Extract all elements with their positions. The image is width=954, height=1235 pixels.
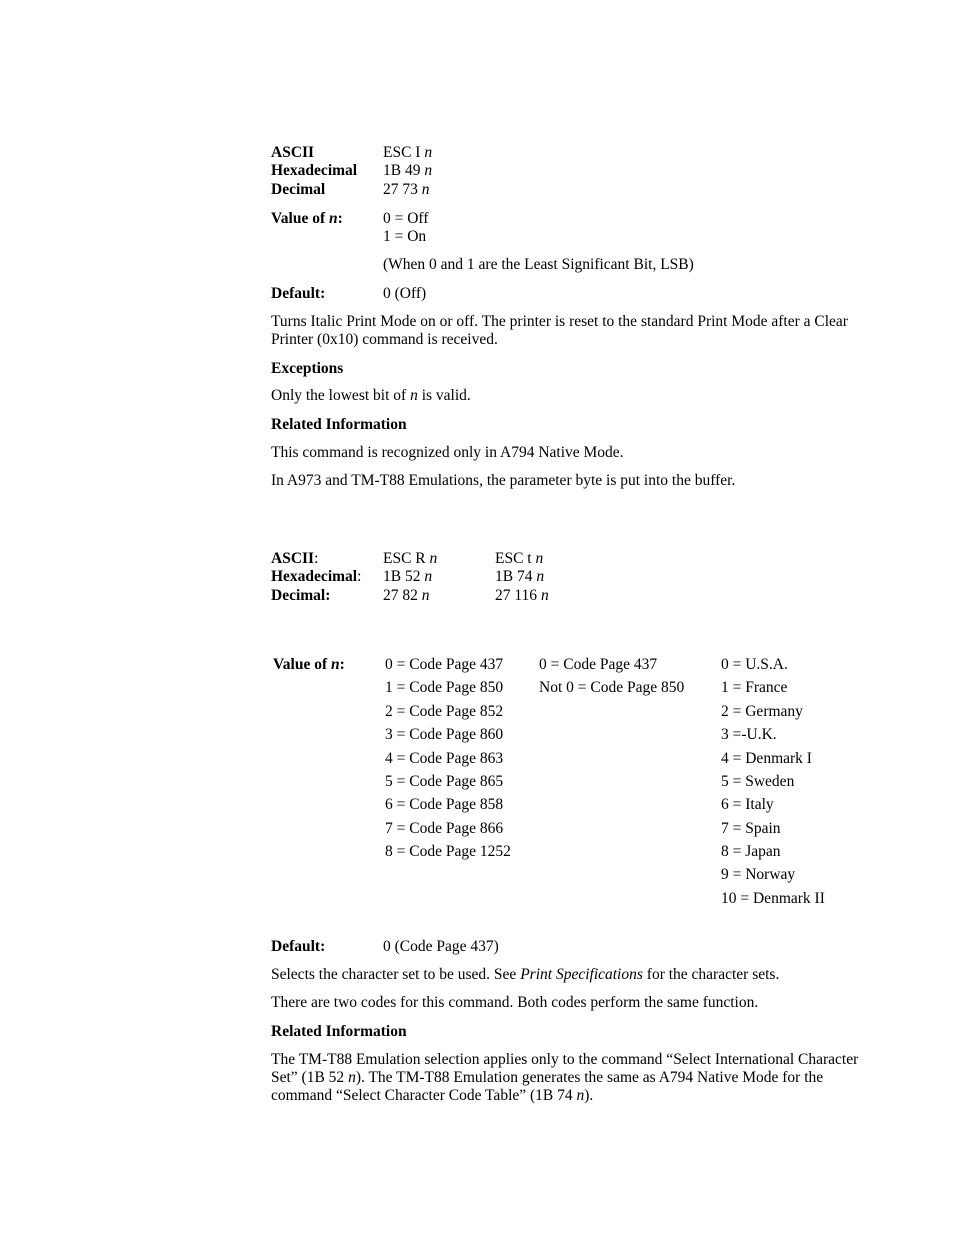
country-item: 0 = U.S.A. bbox=[721, 656, 788, 673]
s1-lsb-note: (When 0 and 1 are the Least Significant Bit, LSB) bbox=[383, 256, 694, 273]
s2-col1-hex bbox=[383, 568, 432, 586]
country-item: 10 = Denmark II bbox=[721, 890, 825, 907]
s2-col1-dec bbox=[383, 587, 430, 605]
param-n: n bbox=[424, 568, 433, 585]
s1-description: Turns Italic Print Mode on or off. The printer is reset to the standard Print Mode after a Clear Printer (0x10) command is received. bbox=[271, 313, 848, 348]
colon: : bbox=[357, 568, 362, 585]
hex-text: Hexadecimal bbox=[271, 568, 358, 585]
exceptions-post: is valid. bbox=[421, 387, 471, 404]
code-page-item: 7 = Code Page 866 bbox=[385, 820, 504, 837]
s1-value-1: 1 = On bbox=[383, 228, 427, 245]
country-item: 6 = Italy bbox=[721, 796, 774, 813]
s1-hex-code: 1B 49 bbox=[383, 162, 421, 179]
s1-value-label bbox=[271, 210, 343, 228]
s1-ascii-code: ESC I bbox=[383, 144, 421, 161]
code: ESC t bbox=[495, 550, 532, 567]
code-page-item: 6 = Code Page 858 bbox=[385, 796, 504, 813]
code: ESC R bbox=[383, 550, 426, 567]
code: 27 116 bbox=[495, 587, 538, 604]
colon: : bbox=[314, 550, 319, 567]
param-n: n bbox=[536, 568, 545, 585]
s2-col2-hex bbox=[495, 568, 544, 586]
s2-value-label bbox=[273, 656, 345, 674]
s1-related-heading: Related Information bbox=[271, 416, 407, 433]
colon: : bbox=[337, 210, 343, 227]
param-n: n bbox=[348, 1069, 356, 1086]
ascii-text: ASCII bbox=[271, 550, 315, 567]
s2-default-value: 0 (Code Page 437) bbox=[383, 938, 499, 955]
s1-default-value: 0 (Off) bbox=[383, 285, 427, 302]
country-item: 9 = Norway bbox=[721, 866, 796, 883]
param-n: n bbox=[421, 181, 430, 198]
s1-ascii-label: ASCII bbox=[271, 144, 315, 161]
value-of-text: Value of bbox=[273, 656, 328, 673]
param-n: n bbox=[424, 162, 433, 179]
related-part-a: The TM-T88 Emulation selection applies only to the command “Select International Character Set” (1B 52 bbox=[271, 1051, 859, 1086]
s2-description-2: There are two codes for this command. Both codes perform the same function. bbox=[271, 994, 759, 1011]
param-n: n bbox=[540, 587, 549, 604]
s2-col2-ascii bbox=[495, 550, 543, 568]
s1-exceptions-text bbox=[271, 387, 471, 405]
param-n: n bbox=[429, 550, 438, 567]
related-part-b: ). The TM-T88 Emulation generates the same as A794 Native Mode for the command “Select Character Code Table” (1B 74 bbox=[271, 1069, 824, 1104]
param-n: n bbox=[421, 587, 430, 604]
code: 27 82 bbox=[383, 587, 418, 604]
s1-ascii-value bbox=[383, 144, 432, 162]
tm-page-item: Not 0 = Code Page 850 bbox=[539, 679, 685, 696]
param-n: n bbox=[331, 656, 340, 673]
code-page-item: 1 = Code Page 850 bbox=[385, 679, 504, 696]
country-item: 4 = Denmark I bbox=[721, 750, 812, 767]
s1-dec-label: Decimal bbox=[271, 181, 326, 198]
tm-page-item: 0 = Code Page 437 bbox=[539, 656, 658, 673]
desc-post: for the character sets. bbox=[646, 966, 780, 983]
s1-hex-value bbox=[383, 162, 432, 180]
desc-pre: Selects the character set to be used. See bbox=[271, 966, 517, 983]
s2-col2-dec bbox=[495, 587, 549, 605]
s2-ascii-label bbox=[271, 550, 318, 568]
value-of-text: Value of bbox=[271, 210, 326, 227]
s2-related-heading: Related Information bbox=[271, 1023, 407, 1040]
s1-hex-label: Hexadecimal bbox=[271, 162, 358, 179]
colon: : bbox=[339, 656, 345, 673]
s1-dec-code: 27 73 bbox=[383, 181, 418, 198]
s1-related-2: In A973 and TM-T88 Emulations, the parameter byte is put into the buffer. bbox=[271, 472, 736, 489]
param-n: n bbox=[576, 1087, 585, 1104]
code-page-item: 5 = Code Page 865 bbox=[385, 773, 504, 790]
param-n: n bbox=[410, 387, 418, 404]
s1-related-1: This command is recognized only in A794 Native Mode. bbox=[271, 444, 624, 461]
param-n: n bbox=[329, 210, 338, 227]
code-page-item: 2 = Code Page 852 bbox=[385, 703, 504, 720]
s2-default-label: Default: bbox=[271, 938, 326, 955]
print-specifications-ref: Print Specifications bbox=[520, 966, 643, 983]
country-item: 3 =-U.K. bbox=[721, 726, 777, 743]
param-n: n bbox=[424, 144, 433, 161]
code: 1B 52 bbox=[383, 568, 421, 585]
s1-exceptions-heading: Exceptions bbox=[271, 360, 344, 377]
exceptions-pre: Only the lowest bit of bbox=[271, 387, 407, 404]
related-part-c: ). bbox=[584, 1087, 594, 1104]
code-page-item: 4 = Code Page 863 bbox=[385, 750, 504, 767]
country-item: 1 = France bbox=[721, 679, 788, 696]
s1-dec-value bbox=[383, 181, 430, 199]
s2-col1-ascii bbox=[383, 550, 437, 568]
country-item: 2 = Germany bbox=[721, 703, 803, 720]
country-item: 7 = Spain bbox=[721, 820, 781, 837]
code: 1B 74 bbox=[495, 568, 533, 585]
country-item: 8 = Japan bbox=[721, 843, 781, 860]
s2-hex-label bbox=[271, 568, 361, 586]
code-page-item: 3 = Code Page 860 bbox=[385, 726, 504, 743]
param-n: n bbox=[535, 550, 544, 567]
code-page-item: 8 = Code Page 1252 bbox=[385, 843, 511, 860]
s2-related-text bbox=[271, 1051, 861, 1105]
s1-default-label: Default: bbox=[271, 285, 326, 302]
country-item: 5 = Sweden bbox=[721, 773, 795, 790]
s2-description bbox=[271, 966, 779, 984]
s1-value-0: 0 = Off bbox=[383, 210, 429, 227]
s2-dec-label: Decimal: bbox=[271, 587, 331, 604]
code-page-item: 0 = Code Page 437 bbox=[385, 656, 504, 673]
